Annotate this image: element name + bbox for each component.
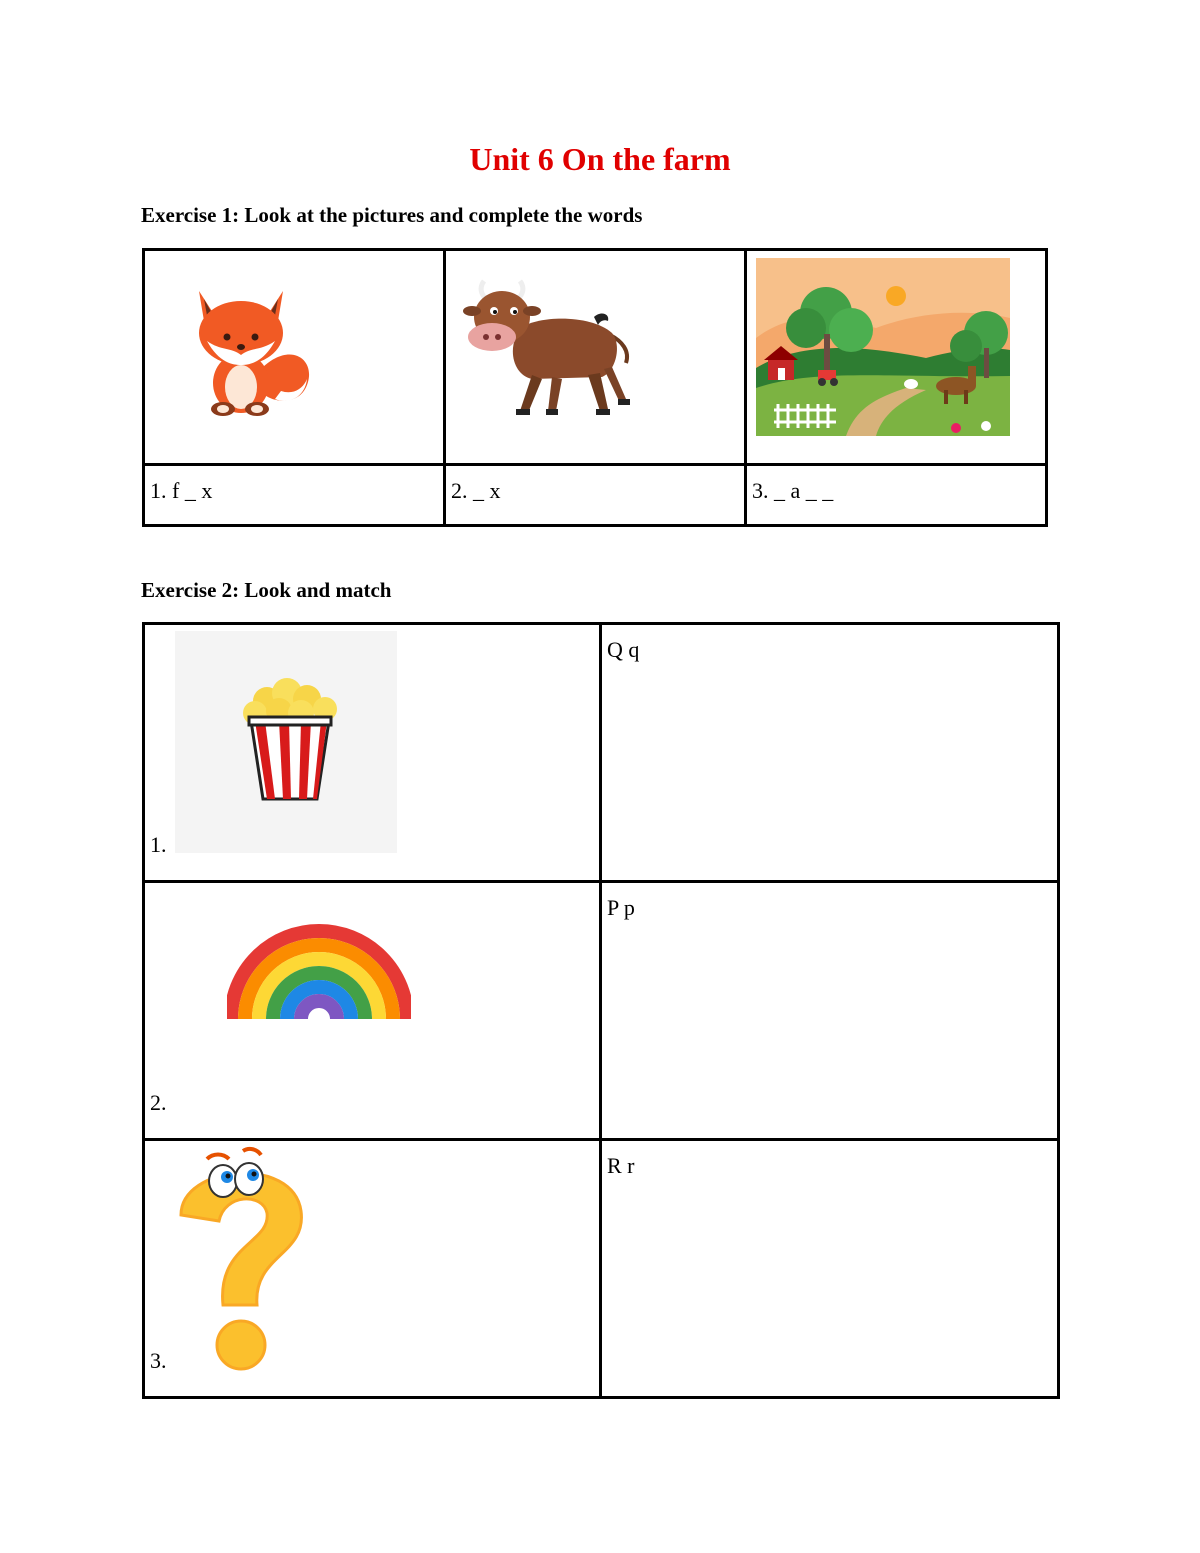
match-picture-cell-1 bbox=[144, 624, 601, 882]
match-letter-3: R r bbox=[607, 1153, 635, 1178]
word-cell-2 bbox=[445, 465, 746, 526]
rainbow-icon bbox=[227, 903, 411, 1021]
question-mark-icon bbox=[173, 1145, 309, 1373]
match-letter-1: Q q bbox=[607, 637, 640, 662]
exercise-2-table bbox=[142, 622, 1060, 1399]
word-cell-1 bbox=[144, 465, 445, 526]
match-number-1: 1. bbox=[150, 832, 167, 857]
fox-icon bbox=[189, 279, 319, 417]
page-title: Unit 6 On the farm bbox=[469, 141, 731, 177]
match-letter-cell-1 bbox=[601, 624, 1059, 882]
word-prompt-1: 1. f _ x bbox=[150, 478, 213, 503]
match-number-3: 3. bbox=[150, 1348, 167, 1373]
popcorn-icon bbox=[175, 631, 397, 853]
word-prompt-2: 2. _ x bbox=[451, 478, 501, 503]
exercise-2-heading: Exercise 2: Look and match bbox=[141, 578, 392, 602]
picture-cell-ox bbox=[445, 250, 746, 465]
picture-cell-farm bbox=[746, 250, 1047, 465]
match-picture-cell-2 bbox=[144, 882, 601, 1140]
ox-icon bbox=[462, 271, 632, 419]
match-number-2: 2. bbox=[150, 1090, 167, 1115]
word-cell-3 bbox=[746, 465, 1047, 526]
match-letter-cell-3 bbox=[601, 1140, 1059, 1398]
match-letter-2: P p bbox=[607, 895, 635, 920]
picture-cell-fox bbox=[144, 250, 445, 465]
farm-scene-icon bbox=[756, 258, 1010, 436]
match-letter-cell-2 bbox=[601, 882, 1059, 1140]
exercise-1-heading: Exercise 1: Look at the pictures and complete the words bbox=[141, 203, 643, 227]
word-prompt-3: 3. _ a _ _ bbox=[752, 478, 834, 503]
exercise-1-table bbox=[142, 248, 1048, 527]
match-picture-cell-3 bbox=[144, 1140, 601, 1398]
